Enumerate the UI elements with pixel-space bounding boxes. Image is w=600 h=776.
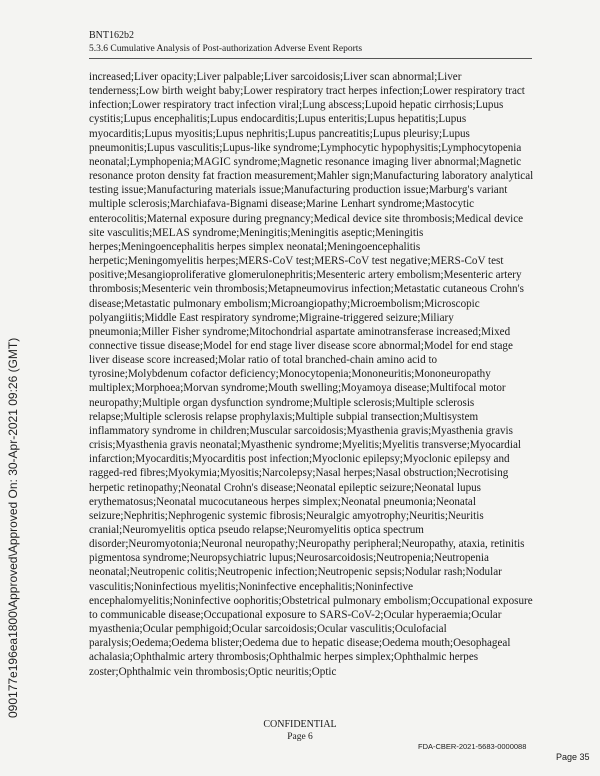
approval-stamp: 090177e196ea1800\Approved\Approved On: 30-Apr-2021 09:26 (GMT) [6, 337, 20, 718]
confidential-label: CONFIDENTIAL [263, 719, 337, 730]
adverse-event-term-list: increased;Liver opacity;Liver palpable;Liver sarcoidosis;Liver scan abnormal;Liver tenderness;Low birth weight baby;Lower respiratory tract herpes infection;Lower respiratory tract infection;Lower respiratory tract infection viral;Lung abscess;Lupoid hepatic cirrhosis;Lupus cystitis;Lupus encephalitis;Lupus endocarditis;Lupus enteritis;Lupus hepatitis;Lupus myocarditis;Lupus myositis;Lupus nephritis;Lupus pancreatitis;Lupus pleurisy;Lupus pneumonitis;Lupus vasculitis;Lupus-like syndrome;Lymphocytic hypophysitis;Lymphocytopenia neonatal;Lymphopenia;MAGIC syndrome;Magnetic resonance imaging liver abnormal;Magnetic resonance proton density fat fraction measurement;Mahler sign;Manufacturing laboratory analytical testing issue;Manufacturing materials issue;Manufacturing production issue;Marburg's variant multiple sclerosis;Marchiafava-Bignami disease;Marine Lenhart syndrome;Mastocytic enterocolitis;Maternal exposure during pregnancy;Medical device site thrombosis;Medical device site vasculitis;MELAS syndrome;Meningitis;Meningitis aseptic;Meningitis herpes;Meningoencephalitis herpes simplex neonatal;Meningoencephalitis herpetic;Meningomyelitis herpes;MERS-CoV test;MERS-CoV test negative;MERS-CoV test positive;Mesangioproliferative glomerulonephritis;Mesenteric artery embolism;Mesenteric artery thrombosis;Mesenteric vein thrombosis;Metapneumovirus infection;Metastatic cutaneous Crohn's disease;Metastatic pulmonary embolism;Microangiopathy;Microembolism;Microscopic polyangiitis;Middle East respiratory syndrome;Migraine-triggered seizure;Miliary pneumonia;Miller Fisher syndrome;Mitochondrial aspartate aminotransferase increased;Mixed connective tissue disease;Model for end stage liver disease score abnormal;Model for end stage liver disease score increased;Molar ratio of total branched-chain amino acid to tyrosine;Molybdenum cofactor deficiency;Monocytopenia;Mononeuritis;Mononeuropathy multiplex;Morphoea;Morvan syndrome;Mouth swelling;Moyamoya disease;Multifocal motor neuropathy;Multiple organ dysfunction syndrome;Multiple sclerosis;Multiple sclerosis relapse;Multiple sclerosis relapse prophylaxis;Multiple subpial transection;Multisystem inflammatory syndrome in children;Muscular sarcoidosis;Myasthenia gravis;Myasthenia gravis crisis;Myasthenia gravis neonatal;Myasthenic syndrome;Myelitis;Myelitis transverse;Myocardial infarction;Myocarditis;Myocarditis post infection;Myoclonic epilepsy;Myoclonic epilepsy and ragged-red fibres;Myokymia;Myositis;Narcolepsy;Nasal herpes;Nasal obstruction;Necrotising herpetic retinopathy;Neonatal Crohn's disease;Neonatal epileptic seizure;Neonatal lupus erythematosus;Neonatal mucocutaneous herpes simplex;Neonatal pneumonia;Neonatal seizure;Nephritis;Nephrogenic systemic fibrosis;Neuralgic amyotrophy;Neuritis;Neuritis cranial;Neuromyelitis optica pseudo relapse;Neuromyelitis optica spectrum disorder;Neuromyotonia;Neuronal neuropathy;Neuropathy peripheral;Neuropathy, ataxia, retinitis pigmentosa syndrome;Neuropsychiatric lupus;Neurosarcoidosis;Neutropenia;Neutropenia neonatal;Neutropenic colitis;Neutropenic infection;Neutropenic sepsis;Nodular rash;Nodular vasculitis;Noninfectious myelitis;Noninfective encephalitis;Noninfective encephalomyelitis;Noninfective oophoritis;Obstetrical pulmonary embolism;Occupational exposure to communicable disease;Occupational exposure to SARS-CoV-2;Ocular hyperaemia;Ocular myasthenia;Ocular pemphigoid;Ocular sarcoidosis;Ocular vasculitis;Oculofacial paralysis;Oedema;Oedema blister;Oedema due to hepatic disease;Oedema mouth;Oesophageal achalasia;Ophthalmic artery thrombosis;Ophthalmic herpes simplex;Ophthalmic herpes zoster;Ophthalmic vein thrombosis;Optic neuritis;Optic [89, 71, 534, 678]
document-id: FDA-CBER-2021-5683-0000088 [418, 742, 527, 751]
header-product: BNT162b2 [89, 30, 134, 41]
page-stamp: Page 35 [556, 752, 590, 762]
page-number: Page 6 [287, 732, 313, 742]
header-section-title: 5.3.6 Cumulative Analysis of Post-authorization Adverse Event Reports [89, 44, 363, 54]
header-divider [89, 58, 532, 59]
